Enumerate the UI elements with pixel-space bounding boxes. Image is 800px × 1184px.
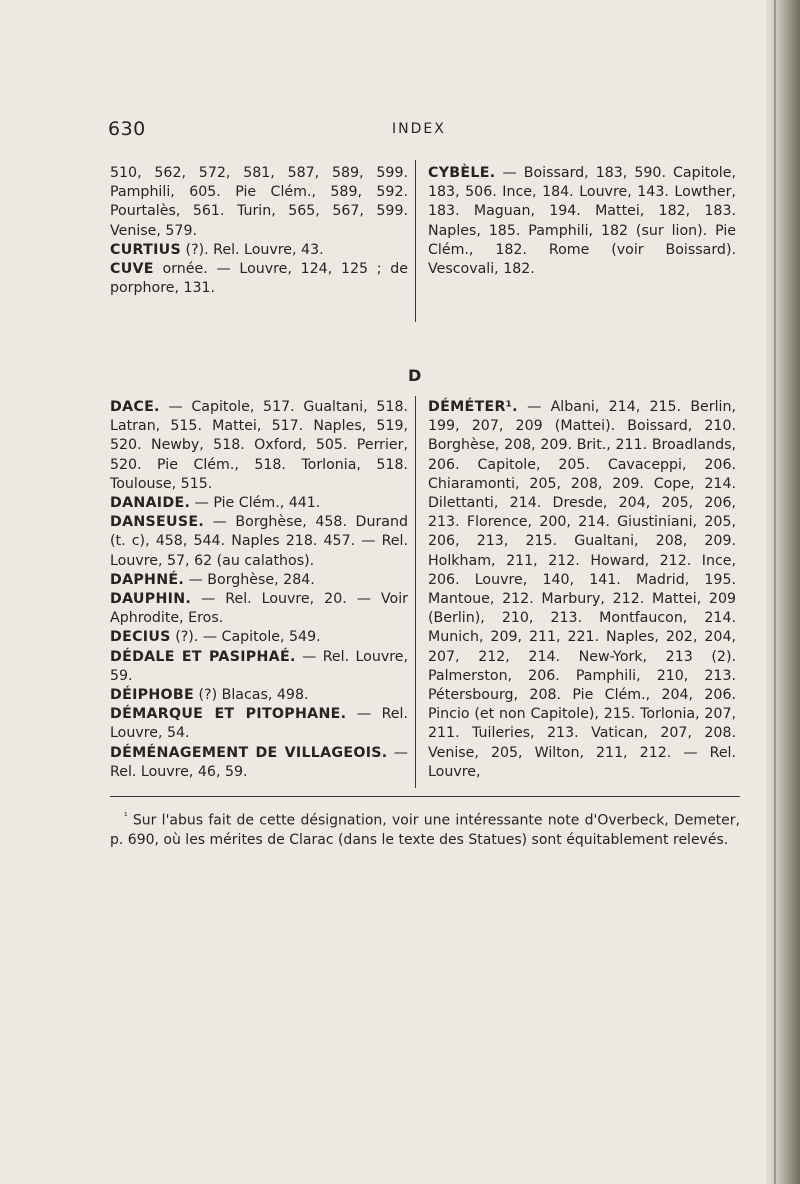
entry-text: (?). Rel. Louvre, 43. [185,241,324,258]
index-entry [110,494,408,513]
footnote-mark: ¹ [124,812,128,822]
running-title: INDEX [392,121,446,137]
index-entry [110,260,408,298]
index-entry [110,648,408,686]
entry-headword: DÉMÉTER¹. [428,399,518,415]
entry-headword: CUVE [110,261,154,278]
entry-text: — Rel. Louvre, 20. — Voir Aphrodite, Eros. [110,591,408,627]
column-divider [415,160,416,322]
entry-text: — Borghèse, 284. [188,571,315,588]
entry-text: — Rel. Louvre, 54. [110,706,408,742]
entry-headword: CURTIUS [110,241,182,258]
entry-headword: DÉIPHOBE [110,687,194,704]
page-edge-shadow [766,0,800,1184]
entry-text: — Rel. Louvre, 59. [110,648,408,684]
index-entry [428,164,736,279]
entry-headword: DAPHNÉ. [110,571,185,588]
column-bottom-right [428,398,736,782]
index-entry [110,628,408,647]
column-bottom-left [110,398,408,782]
index-entry [110,686,408,705]
index-entry [110,241,408,260]
entry-headword: DAUPHIN. [110,591,192,608]
page-number: 630 [108,118,146,140]
index-entry [110,705,408,743]
running-head [0,118,800,146]
column-top-right [428,164,736,279]
entry-text: — Albani, 214, 215. Berlin, 199, 207, 209 (Mattei). Boissard, 210. Borghèse, 208, 209. Brit., 211. Broadlands, 206. Capitole, 205. Cavaceppi, 206. Chiaramonti, 205, 208, 209. Cope, 214. Dilettanti, 214. Dresde, 204, 205, 206, 213. Florence, 200, 214. Giustiniani, 205, 206, 213, 215. Gualtani, 208, 209. Holkham, 211, 212. Howard, 212. Ince, 206. Louvre, 140, 141. Madrid, 195. Mantoue, 212. Marbury, 212. Mattei, 209 (Berlin), 210, 213. Montfaucon, 214. Munich, 209, 211, 221. Naples, 202, 204, 207, 212, 214. New-York, 213 (2). Palmerston, 206. Pamphili, 210, 213. Pétersbourg, 208. Pie Clém., 204, 206. Pincio (et non Capitole), 215. Torlonia, 207, 211. Tuileries, 213. Vatican, 207, 208. Venise, 205, Wilton, 211, 212. — Rel. Louvre, [428,399,736,780]
section-letter: D [408,366,422,385]
column-top-left [110,164,408,298]
entry-text: — Pie Clém., 441. [194,495,321,512]
index-entry [110,513,408,571]
footnote-text: Sur l'abus fait de cette désignation, voir une intéressante note d'Overbeck, Demeter, p. 690, où les mérites de Clarac (dans le texte des Statues) sont équitablement relevés. [110,812,740,849]
entry-text: — Borghèse, 458. Durand (t. c), 458, 544. Naples 218. 457. — Rel. Louvre, 57, 62 (au calathos). [110,514,408,569]
entry-text: — Capitole, 517. Gualtani, 518. Latran, 515. Mattei, 517. Naples, 519, 520. Newby, 518. Oxford, 505. Perrier, 520. Pie Clém., 518. Torlonia, 518. Toulouse, 515. [110,399,408,492]
index-entry [110,571,408,590]
index-entry [428,398,736,782]
entry-headword: DANAIDE. [110,495,191,512]
index-entry [110,398,408,494]
entry-headword: DÉDALE ET PASIPHAÉ. [110,648,296,665]
entry-headword: DACE. [110,399,160,415]
entry-headword: DÉMÉNAGEMENT DE VILLAGEOIS. [110,744,388,761]
footnote [110,808,740,851]
entry-text: — Boissard, 183, 590. Capitole, 183, 506. Ince, 184. Louvre, 143. Lowther, 183. Maguan, 194. Mattei, 182, 183. Naples, 185. Pamphili, 182 (sur lion). Pie Clém., 182. Rome (voir Boissard). Vescovali, 182. [428,165,736,278]
column-divider [415,396,416,788]
entry-text: (?). — Capitole, 549. [175,629,321,646]
index-entry [110,744,408,782]
entry-text: — Rel. Louvre, 46, 59. [110,744,408,780]
entry-headword: DECIUS [110,629,171,646]
entry-text: (?) Blacas, 498. [198,687,309,704]
footnote-rule [110,796,740,797]
index-entry [110,590,408,628]
index-entry: 510, 562, 572, 581, 587, 589, 599. Pamphili, 605. Pie Clém., 589, 592. Pourtalès, 561. Turin, 565, 567, 599. Venise, 579. [110,165,408,239]
entry-text: ornée. — Louvre, 124, 125 ; de porphore, 131. [110,261,408,297]
entry-headword: DANSEUSE. [110,514,205,531]
page-edge-line [774,0,776,1184]
entry-headword: CYBÈLE. [428,165,496,181]
entry-headword: DÉMARQUE ET PITOPHANE. [110,706,347,723]
